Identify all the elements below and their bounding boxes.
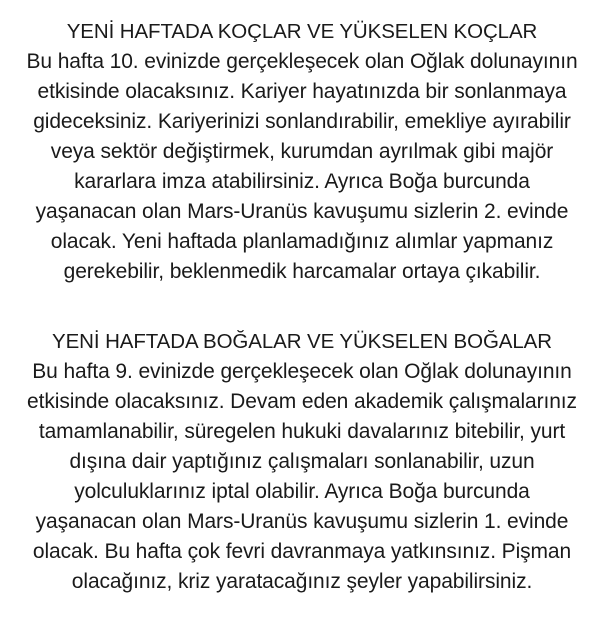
section-boga <box>0 327 604 597</box>
section-heading: YENİ HAFTADA KOÇLAR VE YÜKSELEN KOÇLAR <box>66 20 538 43</box>
paragraph-line: olacak. Bu hafta çok fevri davranmaya yatkınsınız. Pişman <box>32 540 572 563</box>
paragraph-line: gerekebilir, beklenmedik harcamalar ortaya çıkabilir. <box>63 260 541 283</box>
paragraph-line: etkisinde olacaksınız. Kariyer hayatınızda bir sonlanmaya <box>37 80 567 103</box>
paragraph-line: olacak. Yeni haftada planlamadığınız alımlar yapmanız <box>50 230 554 253</box>
paragraph-line: olacağınız, kriz yaratacağınız şeyler yapabilirsiniz. <box>71 570 533 593</box>
section-koc <box>0 17 604 287</box>
paragraph-line: Bu hafta 10. evinizde gerçekleşecek olan Oğlak dolunayının <box>26 50 578 73</box>
paragraph-line: gideceksiniz. Kariyerinizi sonlandırabilir, emekliye ayırabilir <box>33 110 571 133</box>
paragraph-line: tamamlanabilir, süregelen hukuki davalarınız bitebilir, yurt <box>38 420 566 443</box>
paragraph-line: etkisinde olacaksınız. Devam eden akademik çalışmalarınız <box>27 390 577 413</box>
paragraph-line: yaşanacan olan Mars-Uranüs kavuşumu sizlerin 2. evinde <box>35 200 569 223</box>
paragraph-line: veya sektör değiştirmek, kurumdan ayrılmak gibi majör <box>50 140 554 163</box>
section-heading: YENİ HAFTADA BOĞALAR VE YÜKSELEN BOĞALAR <box>52 330 552 353</box>
paragraph-line: yolculuklarınız iptal olabilir. Ayrıca Boğa burcunda <box>74 480 530 503</box>
paragraph-line: yaşanacan olan Mars-Uranüs kavuşumu sizlerin 1. evinde <box>35 510 569 533</box>
paragraph-line: Bu hafta 9. evinizde gerçekleşecek olan Oğlak dolunayının <box>32 360 572 383</box>
paragraph-line: dışına dair yaptığınız çalışmaları sonlanabilir, uzun <box>69 450 535 473</box>
paragraph-line: kararlara imza atabilirsiniz. Ayrıca Boğa burcunda <box>74 170 530 193</box>
